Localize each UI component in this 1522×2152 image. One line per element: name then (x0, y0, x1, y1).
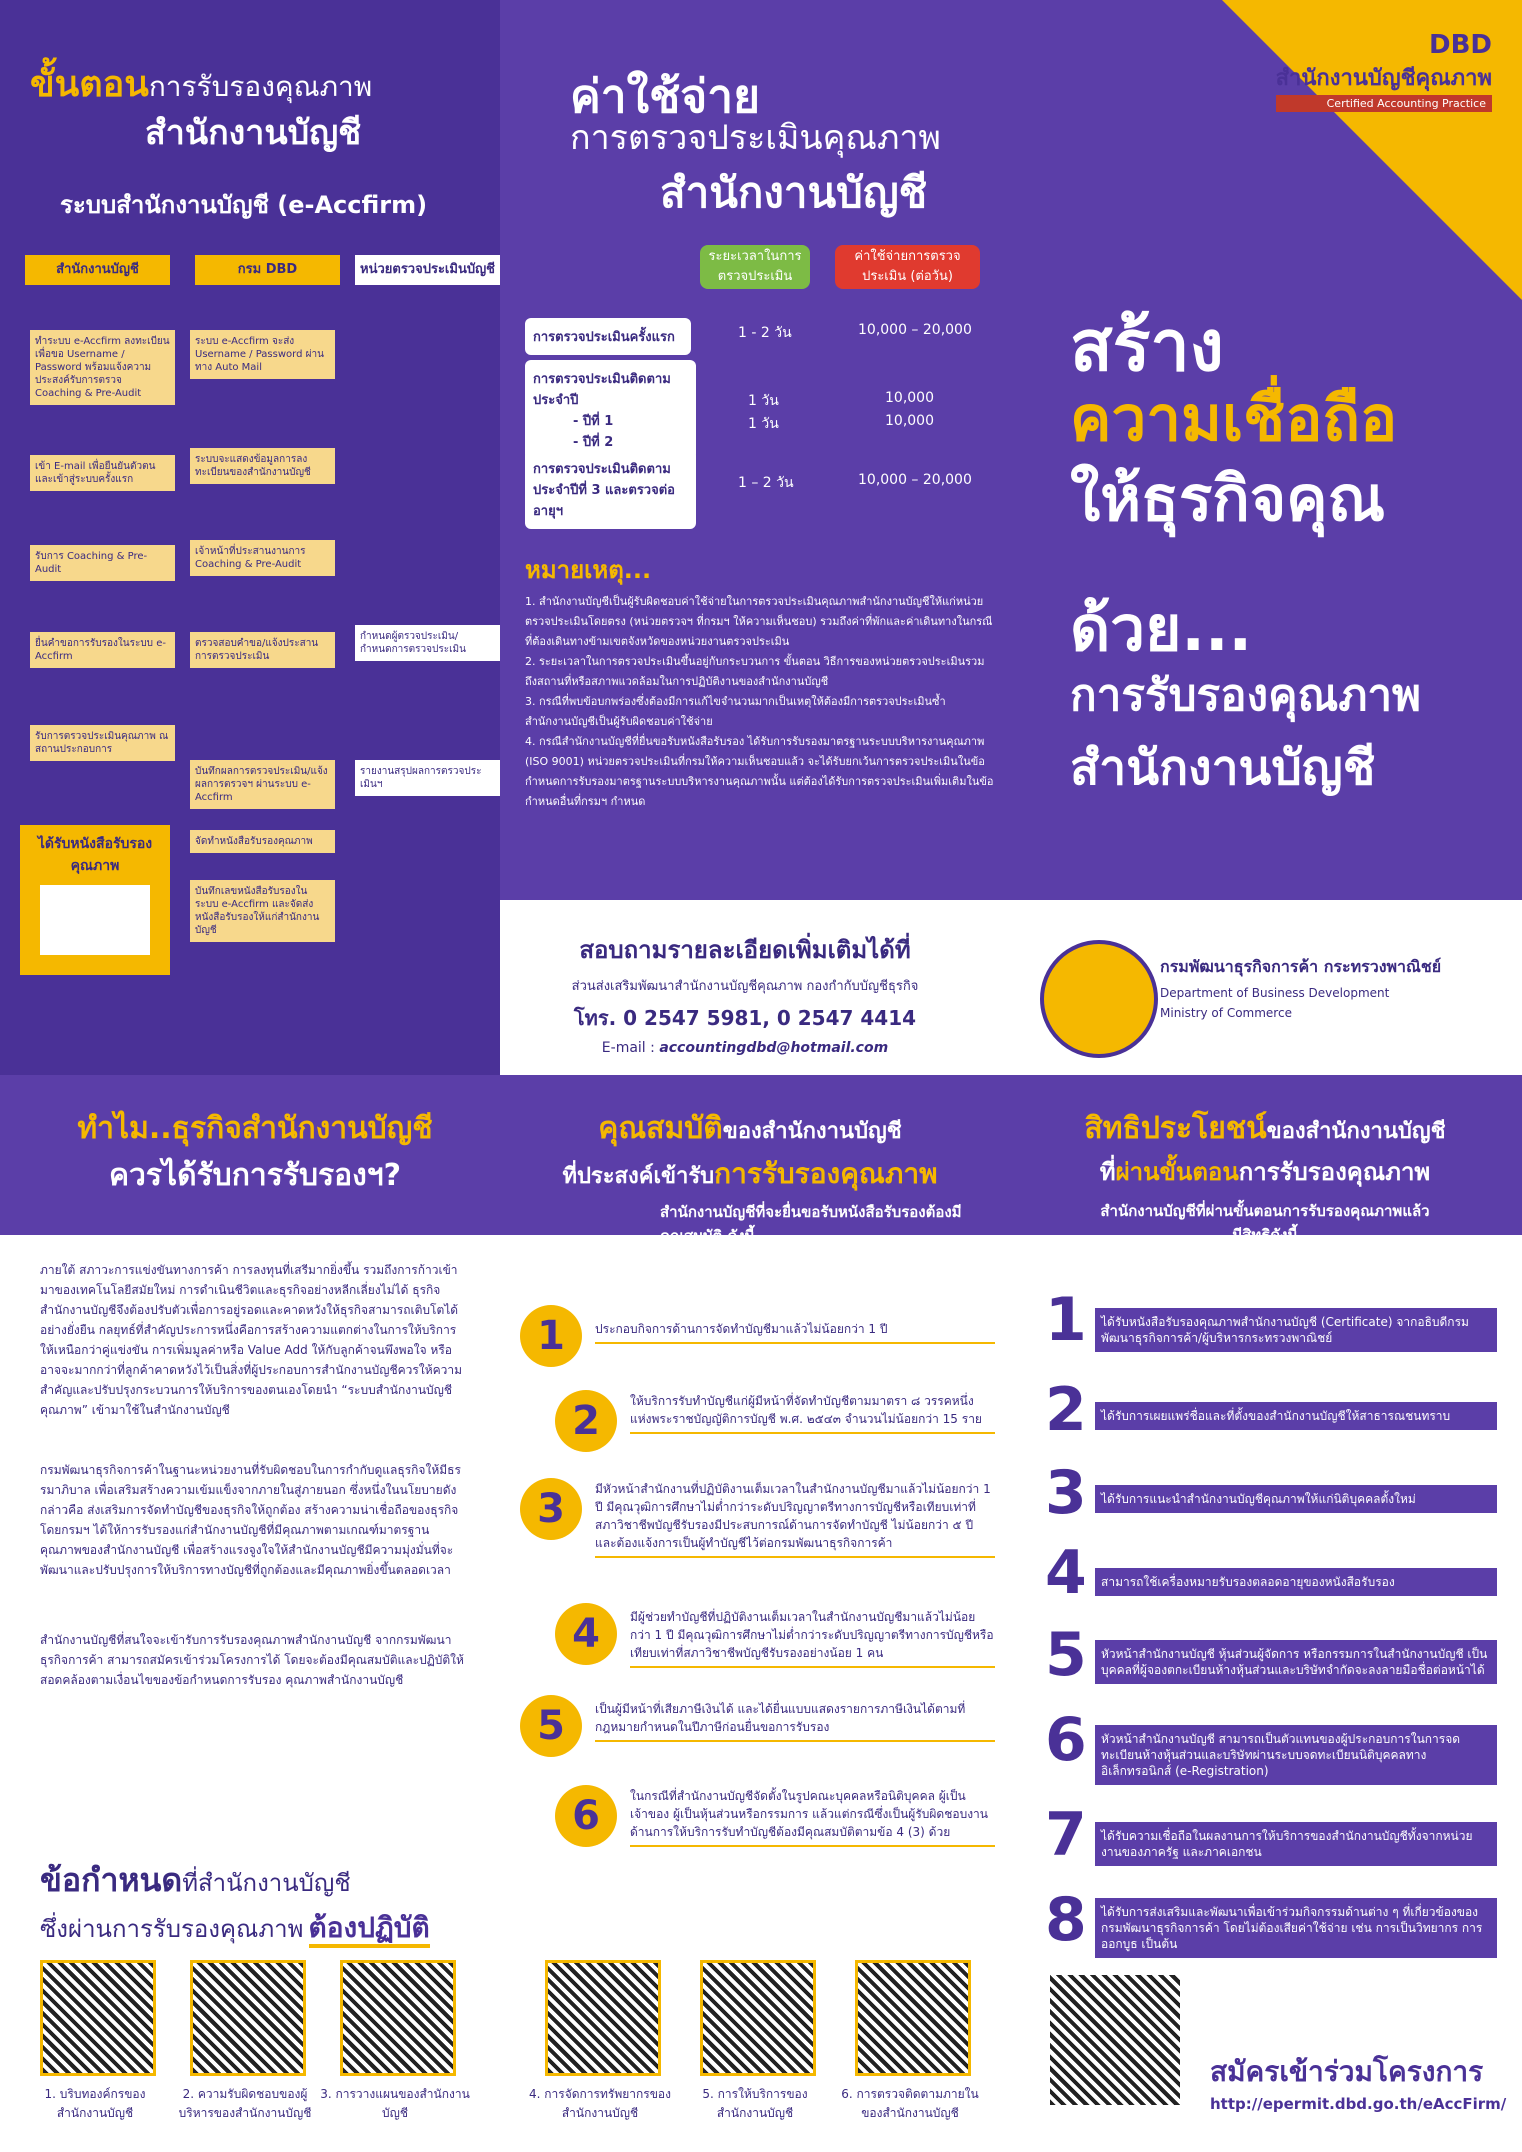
col-head-dbd: กรม DBD (195, 255, 340, 285)
benefit-number: 3 (1045, 1458, 1087, 1528)
slogan-line: ให้ธุรกิจคุณ (1070, 462, 1386, 535)
contact-phone: โทร. 0 2547 5981, 0 2547 4414 (573, 1006, 917, 1030)
qual-number: 3 (520, 1478, 582, 1540)
qual-t1b: ของสำนักงานบัญชี (722, 1119, 902, 1144)
note-item: 4. กรณีสำนักงานบัญชีที่ยื่นขอรับหนังสือรับรอง ได้รับการรับรองมาตรฐานระบบบริหารงานคุณภาพ (ISO 9001) หน่วยตรวจประเมินที่กรมให้ความเห็นชอบแล้ว จะได้รับยกเว้นการตรวจประเมินในข้อกำหนดการรับรองมาตรฐานระบบบริหารงานคุณภาพนั้น แต่ต้องได้รับการตรวจประเมินเพิ่มเติมในข้อกำหนดอื่นที่กรมฯ กำหนด (525, 735, 994, 808)
benefit-item: ได้รับหนังสือรับรองคุณภาพสำนักงานบัญชี (Certificate) จากอธิบดีกรมพัฒนาธุรกิจการค้า/ผู้บริหารกระทรวงพาณิชย์ (1095, 1308, 1497, 1352)
qual-t1: คุณสมบัติ (598, 1111, 723, 1146)
header-duration: ระยะเวลาในการตรวจประเมิน (700, 245, 810, 289)
logo (1276, 30, 1492, 112)
benefit-title-1 (1030, 1105, 1500, 1152)
benefit-item: ได้รับความเชื่อถือในผลงานการให้บริการของสำนักงานบัญชีทั้งจากหน่วยงานของภาครัฐ และภาคเอกชน (1095, 1822, 1497, 1866)
qr-code[interactable] (700, 1960, 816, 2076)
qual-number: 4 (555, 1603, 617, 1665)
benefit-item: ได้รับการแนะนำสำนักงานบัญชีคุณภาพให้แก่นิติบุคคลตั้งใหม่ (1095, 1485, 1497, 1513)
dept-block (1160, 955, 1441, 1020)
certificate-label: ได้รับหนังสือรับรองคุณภาพ (37, 836, 153, 874)
qr-label: 6. การตรวจติดตามภายในของสำนักงานบัญชี (841, 2087, 979, 2120)
why-title-2: ควรได้รับการรับรองฯ? (108, 1158, 402, 1193)
slogan-line: สร้าง (1070, 305, 1224, 387)
benefit-title (1030, 1105, 1500, 1247)
benefit-number: 4 (1045, 1538, 1087, 1608)
step-box: ยื่นคำขอการรับรองในระบบ e-Accfirm (30, 632, 175, 668)
dept-th: กรมพัฒนาธุรกิจการค้า กระทรวงพาณิชย์ (1160, 957, 1442, 976)
qual-item: มีผู้ช่วยทำบัญชีที่ปฏิบัติงานเต็มเวลาในสำนักงานบัญชีมาแล้วไม่น้อยกว่า 1 ปี มีคุณวุฒิการศึกษาไม่ต่ำกว่าระดับปริญญาตรีทางการบัญชีหรือเทียบเท่าที่สภาวิชาชีพบัญชีรับรองอย่างน้อย 1 คน (630, 1608, 995, 1668)
header-cost: ค่าใช้จ่ายการตรวจประเมิน (ต่อวัน) (835, 245, 980, 289)
cost-value: 1 - 2 วัน (738, 325, 792, 341)
col-head-auditor: หน่วยตรวจประเมินบัญชี (355, 255, 500, 285)
note-item: 1. สำนักงานบัญชีเป็นผู้รับผิดชอบค่าใช้จ่ายในการตรวจประเมินคุณภาพสำนักงานบัญชีให้แก่หน่วยตรวจประเมินโดยตรง (หน่วยตรวจฯ ที่กรมฯ ให้ความเห็นชอบ) รวมถึงค่าที่พักและค่าเดินทางในกรณีที่ต้องเดินทางข้ามเขตจังหวัดของหน่วยงานตรวจประเมิน (525, 595, 993, 648)
benefit-title-2 (1030, 1152, 1500, 1191)
cost-subtitle2: สำนักงานบัญชี (660, 168, 928, 217)
cost-value: 1 – 2 วัน (738, 475, 794, 491)
row-annual (525, 360, 696, 460)
req-title-1 (40, 1855, 430, 1906)
req-title-2 (40, 1906, 430, 1950)
col-head-office: สำนักงานบัญชี (25, 255, 170, 285)
cost-value: 1 วัน (748, 416, 779, 432)
notes-list (525, 592, 995, 812)
certificate-icon (40, 885, 150, 955)
qr-label: 1. บริบทองค์กรของสำนักงานบัญชี (44, 2087, 146, 2120)
qual-title-1 (510, 1105, 990, 1152)
qr-label: 2. ความรับผิดชอบของผู้บริหารของสำนักงานบัญชี (178, 2087, 312, 2120)
benefit-number: 5 (1045, 1620, 1087, 1690)
benefit-item: ได้รับการส่งเสริมและพัฒนาเพื่อเข้าร่วมกิจกรรมด้านต่าง ๆ ที่เกี่ยวข้องของกรมพัฒนาธุรกิจการค้า โดยไม่ต้องเสียค่าใช้จ่าย เช่น การเป็นวิทยากร การออกบูธ เป็นต้น (1095, 1898, 1497, 1958)
qual-t2b: การรับรองคุณภาพ (714, 1157, 938, 1190)
contact-org: ส่วนส่งเสริมพัฒนาสำนักงานบัญชีคุณภาพ กองกำกับบัญชีธุรกิจ (571, 979, 919, 994)
slogan-line: ด้วย... (1070, 592, 1253, 665)
qual-t2: ที่ประสงค์เข้ารับ (562, 1164, 715, 1189)
step-box: ระบบ e-Accfirm จะส่ง Username / Password ผ่านทาง Auto Mail (190, 330, 335, 379)
certificate-box (20, 825, 170, 975)
email-link[interactable]: accountingdbd@hotmail.com (659, 1040, 889, 1056)
why-para: ภายใต้ สภาวะการแข่งขันทางการค้า การลงทุนที่เสรีมากยิ่งขึ้น รวมถึงการก้าวเข้ามาของเทคโนโลยีสมัยใหม่ การดำเนินชีวิตและธุรกิจอย่างหลีกเลี่ยงไม่ได้ ธุรกิจสำนักงานบัญชีจึงต้องปรับตัวเพื่อการอยู่รอดและคาดหวังให้ธุรกิจสามารถเติบโตได้อย่างยั่งยืน กลยุทธ์ที่สำคัญประการหนึ่งคือการสร้างความแตกต่างในการให้บริการให้เหนือกว่าคู่แข่งขัน การเพิ่มมูลค่าหรือ Value Add ให้กับลูกค้าจนพึงพอใจ หรืออาจจะมากกว่าที่ลูกค้าคาดหวังไว้เป็นสิ่งที่ผู้ประกอบการสำนักงานบัญชีควรให้ความสำคัญและปรับปรุงกระบวนการให้บริการของตนเองโดยนำ “ระบบสำนักงานบัญชีคุณภาพ” เข้ามาใช้ในสำนักงานบัญชี (40, 1263, 463, 1417)
row-annual-y2: - ปีที่ 2 (573, 435, 614, 450)
why-title (40, 1105, 470, 1199)
process-subtitle: สำนักงานบัญชี (145, 113, 362, 153)
ben-t1: สิทธิประโยชน์ (1084, 1111, 1267, 1146)
dept-en1: Department of Business Development (1160, 986, 1390, 1000)
qr-label: 5. การให้บริการของสำนักงานบัญชี (702, 2087, 808, 2120)
row-annual-label: การตรวจประเมินติดตามประจำปี (533, 372, 671, 408)
step-box: รายงานสรุปผลการตรวจประเมินฯ (355, 760, 500, 796)
req-t1b: ที่สำนักงานบัญชี (182, 1869, 351, 1897)
ben-t1b: ของสำนักงานบัญชี (1266, 1119, 1446, 1144)
system-label: ระบบสำนักงานบัญชี (e-Accfirm) (60, 191, 428, 219)
qual-number: 1 (520, 1305, 582, 1367)
why-para: กรมพัฒนาธุรกิจการค้าในฐานะหน่วยงานที่รับผิดชอบในการกำกับดูแลธุรกิจให้มีธรรมาภิบาล เพื่อเสริมสร้างความเข้มแข็งจากภายในสู่ภายนอก ซึ่งหนึ่งในนโยบายดังกล่าวคือ ส่งเสริมการจัดทำบัญชีของธุรกิจให้ถูกต้อง สร้างความน่าเชื่อถือของธุรกิจ โดยกรมฯ ได้ให้การรับรองแก่สำนักงานบัญชีที่มีคุณภาพตามเกณฑ์มาตรฐานคุณภาพของสำนักงานบัญชี เพื่อสร้างแรงจูงใจให้สำนักงานบัญชีมีความมุ่งมั่นที่จะพัฒนาและปรับปรุงการให้บริการทางบัญชีที่ถูกต้องและมีคุณภาพยิ่งขึ้นตลอดเวลา (40, 1463, 461, 1577)
step-box: ตรวจสอบคำขอ/แจ้งประสานการตรวจประเมิน (190, 632, 335, 668)
dept-en2: Ministry of Commerce (1160, 1006, 1292, 1020)
qr-code[interactable] (40, 1960, 156, 2076)
email-label: E-mail : (601, 1040, 655, 1056)
slogan-line: ความเชื่อถือ (1070, 382, 1398, 455)
qr-code[interactable] (190, 1960, 306, 2076)
qual-item: ประกอบกิจการด้านการจัดทำบัญชีมาแล้วไม่น้อยกว่า 1 ปี (595, 1320, 995, 1344)
dbd-logo: DBD (1429, 30, 1492, 60)
benefit-number: 8 (1045, 1885, 1087, 1955)
qual-intro: สำนักงานบัญชีที่จะยื่นขอรับหนังสือรับรองต้องมีคุณสมบัติ ดังนี้ (660, 1203, 962, 1245)
cost-value: 1 วัน (748, 393, 779, 409)
qual-number: 6 (555, 1785, 617, 1847)
ministry-seal (1040, 940, 1158, 1058)
qual-item: มีหัวหน้าสำนักงานที่ปฏิบัติงานเต็มเวลาในสำนักงานบัญชีมาแล้วไม่น้อยกว่า 1 ปี มีคุณวุฒิการศึกษาไม่ต่ำกว่าระดับปริญญาตรีทางการบัญชีหรือเทียบเท่าที่สภาวิชาชีพบัญชีรับรองมีประสบการณ์ด้านการจัดทำบัญชี ไม่น้อยกว่า ๕ ปี และต้องแจ้งการเป็นผู้ทำบัญชีไว้ต่อกรมพัฒนาธุรกิจการค้า (595, 1480, 995, 1558)
benefit-number: 7 (1045, 1800, 1087, 1870)
join-title: สมัครเข้าร่วมโครงการ (1210, 2055, 1484, 2088)
step-box: จัดทำหนังสือรับรองคุณภาพ (190, 830, 335, 853)
cost-value: 10,000 (885, 390, 934, 406)
qr-label: 4. การจัดการทรัพยากรของสำนักงานบัญชี (528, 2087, 671, 2120)
step-box: เข้า E-mail เพื่อยืนยันตัวตนและเข้าสู่ระบบครั้งแรก (30, 455, 175, 491)
title-part: การรับรองคุณภาพ (148, 70, 373, 103)
contact-title: สอบถามรายละเอียดเพิ่มเติมได้ที่ (579, 936, 911, 964)
req-t2: ซึ่งผ่านการรับรองคุณภาพ (40, 1915, 304, 1943)
cost-subtitle: การตรวจประเมินคุณภาพ (570, 118, 941, 158)
row-year3: การตรวจประเมินติดตามประจำปีที่ 3 และตรวจต่ออายุฯ (525, 450, 696, 529)
ben-t2: ผ่านขั้นตอน (1115, 1158, 1239, 1186)
benefit-number: 2 (1045, 1375, 1087, 1445)
cost-value: 10,000 – 20,000 (858, 472, 972, 488)
cost-value: 10,000 – 20,000 (858, 322, 972, 338)
qual-number: 2 (555, 1390, 617, 1452)
qual-item: เป็นผู้มีหน้าที่เสียภาษีเงินได้ และได้ยื่นแบบแสดงรายการภาษีเงินได้ตามที่กฎหมายกำหนดในปีภาษีก่อนยื่นขอการรับรอง (595, 1700, 995, 1742)
qual-number: 5 (520, 1695, 582, 1757)
req-t1: ข้อกำหนด (40, 1861, 183, 1899)
row-first-audit: การตรวจประเมินครั้งแรก (525, 318, 691, 355)
ben-t2b: การรับรองคุณภาพ (1238, 1158, 1431, 1186)
step-box: เจ้าหน้าที่ประสานงานการ Coaching & Pre-Audit (190, 540, 335, 576)
cost-value: 10,000 (885, 413, 934, 429)
slogan-line: สำนักงานบัญชี (1070, 740, 1376, 796)
req-t2b: ต้องปฏิบัติ (309, 1911, 430, 1948)
contact-email-row (530, 1040, 960, 1056)
benefit-item: หัวหน้าสำนักงานบัญชี หุ้นส่วนผู้จัดการ หรือกรรมการในสำนักงานบัญชี เป็นบุคคลที่ผู้จองตกะเบียนห้างหุ้นส่วนและบริษัทจำกัดจะลงลายมือชื่อต่อหน้าได้ (1095, 1640, 1497, 1684)
title-part: ขั้นตอน (30, 64, 149, 105)
step-box: รับการตรวจประเมินคุณภาพ ณ สถานประกอบการ (30, 725, 175, 761)
qr-label: 3. การวางแผนของสำนักงานบัญชี (320, 2087, 470, 2120)
brand-sub: Certified Accounting Practice (1276, 95, 1492, 112)
benefit-number: 6 (1045, 1705, 1087, 1775)
join-qr-code[interactable] (1050, 1975, 1180, 2105)
note-item: 3. กรณีที่พบข้อบกพร่องซึ่งต้องมีการแก้ไขจำนวนมากเป็นเหตุให้ต้องมีการตรวจประเมินซ้ำ สำนักงานบัญชีเป็นผู้รับผิดชอบค่าใช้จ่าย (525, 695, 946, 728)
benefit-item: หัวหน้าสำนักงานบัญชี สามารถเป็นตัวแทนของผู้ประกอบการในการจดทะเบียนห้างหุ้นส่วนและบริษัทผ่านระบบจดทะเบียนนิติบุคคลทางอิเล็กทรอนิกส์ (e-Registration) (1095, 1725, 1497, 1785)
why-title-1: ทำไม..ธุรกิจสำนักงานบัญชี (77, 1111, 433, 1146)
step-box: ทำระบบ e-Accfirm ลงทะเบียนเพื่อขอ Username / Password พร้อมแจ้งความประสงค์รับการตรวจ Coaching & Pre-Audit (30, 330, 175, 405)
step-box: กำหนดผู้ตรวจประเมิน/กำหนดการตรวจประเมิน (355, 625, 500, 661)
step-box: รับการ Coaching & Pre-Audit (30, 545, 175, 581)
qr-code[interactable] (545, 1960, 661, 2076)
notes-title: หมายเหตุ... (525, 556, 652, 584)
benefit-item: สามารถใช้เครื่องหมายรับรองตลอดอายุของหนังสือรับรอง (1095, 1568, 1497, 1596)
qual-title-2 (510, 1152, 990, 1196)
step-box: บันทึกเลขหนังสือรับรองในระบบ e-Accfirm และจัดส่งหนังสือรับรองให้แก่สำนักงานบัญชี (190, 880, 335, 942)
step-box: บันทึกผลการตรวจประเมิน/แจ้งผลการตรวจฯ ผ่านระบบ e-Accfirm (190, 760, 335, 809)
contact-block (530, 930, 960, 1056)
note-item: 2. ระยะเวลาในการตรวจประเมินขึ้นอยู่กับกระบวนการ ขั้นตอน วิธีการของหน่วยตรวจประเมินรวมถึงสถานที่หรือสภาพแวดล้อมในการปฏิบัติงานของสำนักงานบัญชี (525, 655, 985, 688)
qual-item: ให้บริการรับทำบัญชีแก่ผู้มีหน้าที่จัดทำบัญชีตามมาตรา ๘ วรรคหนึ่ง แห่งพระราชบัญญัติการบัญชี พ.ศ. ๒๕๔๓ จำนวนไม่น้อยกว่า 15 ราย (630, 1392, 995, 1434)
row-annual-y1: - ปีที่ 1 (573, 414, 614, 429)
req-title (40, 1855, 430, 1950)
process-title (30, 55, 372, 112)
benefit-number: 1 (1045, 1285, 1087, 1355)
cost-title: ค่าใช้จ่าย (570, 69, 761, 123)
benefit-intro: สำนักงานบัญชีที่ผ่านขั้นตอนการรับรองคุณภาพแล้ว มีสิทธิดังนี้ (1100, 1202, 1430, 1244)
step-box: ระบบจะแสดงข้อมูลการลงทะเบียนของสำนักงานบัญชี (190, 448, 335, 484)
qr-code[interactable] (855, 1960, 971, 2076)
qual-title (510, 1105, 990, 1196)
why-para: สำนักงานบัญชีที่สนใจจะเข้ารับการรับรองคุณภาพสำนักงานบัญชี จากกรมพัฒนาธุรกิจการค้า สามารถสมัครเข้าร่วมโครงการได้ โดยจะต้องมีคุณสมบัติและปฏิบัติให้สอดคล้องตามเงื่อนไขของข้อกำหนดการรับรอง คุณภาพสำนักงานบัญชี (40, 1633, 464, 1687)
qr-code[interactable] (340, 1960, 456, 2076)
slogan-line: การรับรองคุณภาพ (1070, 670, 1422, 721)
benefit-item: ได้รับการเผยแพร่ชื่อและที่ตั้งของสำนักงานบัญชีให้สาธารณชนทราบ (1095, 1402, 1497, 1430)
qual-item: ในกรณีที่สำนักงานบัญชีจัดตั้งในรูปคณะบุคคลหรือนิติบุคคล ผู้เป็นเจ้าของ ผู้เป็นหุ้นส่วนหรือกรรมการ แล้วแต่กรณีซึ่งเป็นผู้รับผิดชอบงานด้านการให้บริการรับทำบัญชีต้องมีคุณสมบัติตามข้อ 4 (3) ด้วย (630, 1787, 995, 1847)
brand-logo: สำนักงานบัญชีคุณภาพ (1275, 66, 1492, 91)
ben-t2a: ที่ (1099, 1158, 1116, 1186)
join-url[interactable]: http://epermit.dbd.go.th/eAccFirm/ (1210, 2095, 1507, 2113)
